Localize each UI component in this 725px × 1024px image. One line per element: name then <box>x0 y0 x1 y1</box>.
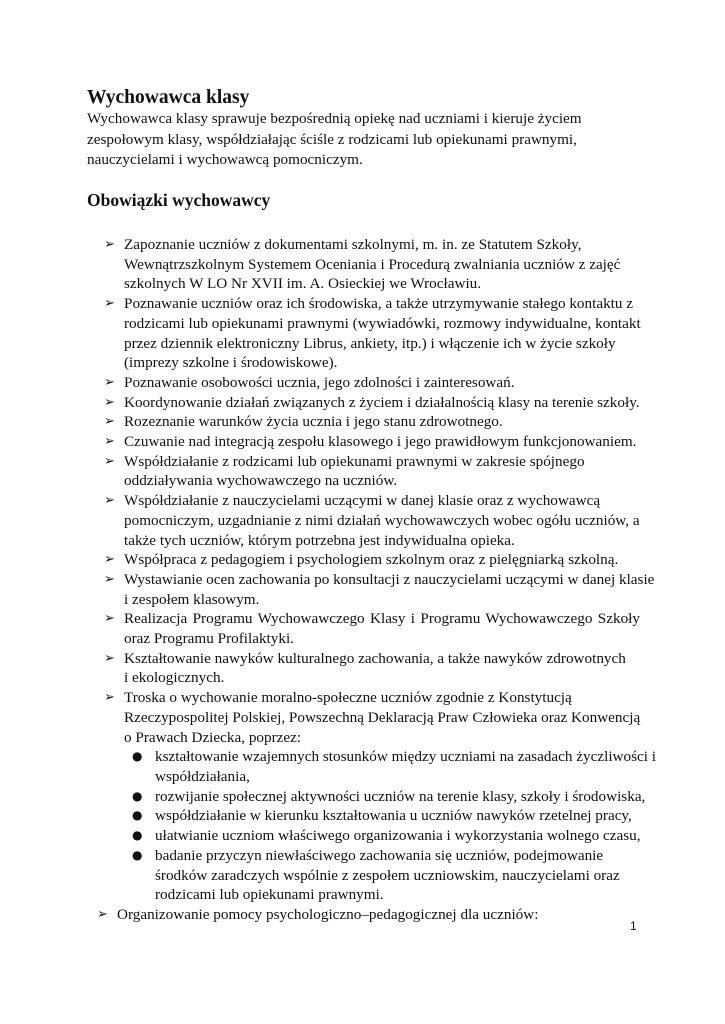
duty-item <box>0 609 725 648</box>
sub-item-line: badanie przyczyn niewłaściwego zachowania się uczniów, podejmowanie <box>155 846 604 864</box>
intro-line: zespołowym klasy, współdziałając ściśle z rodzicami lub opiekunami prawnymi, <box>87 130 577 148</box>
sub-item <box>0 787 725 807</box>
duty-line: Organizowanie pomocy psychologiczno–pedagogicznej dla uczniów: <box>117 905 539 923</box>
duty-line: Zapoznanie uczniów z dokumentami szkolnymi, m. in. ze Statutem Szkoły, <box>124 236 582 253</box>
duty-line: (imprezy szkolne i środowiskowe). <box>124 354 338 372</box>
duty-line: szkolnych W LO Nr XVII im. A. Osieckiej we Wrocławiu. <box>124 275 482 293</box>
duty-item <box>0 688 725 905</box>
duty-line: Realizacja Programu Wychowawczego Klasy i Programu Wychowawczego Szkoły <box>124 610 640 628</box>
duty-item <box>0 235 725 294</box>
duty-line: oraz Programu Profilaktyki. <box>124 630 294 648</box>
section-title: Obowiązki wychowawcy <box>87 190 271 210</box>
duty-item <box>0 373 725 393</box>
bullet-dot-icon: ● <box>132 788 143 803</box>
duty-line: i zespołem klasowym. <box>124 590 260 608</box>
duty-line: Wewnątrzszkolnym Systemem Oceniania i Procedurą zwalniania uczniów z zajęć <box>124 255 621 273</box>
sub-item-line: rodzicami lub opiekunami prawnymi. <box>155 886 384 904</box>
sub-item-line: ułatwianie uczniom właściwego organizowania i wykorzystania wolnego czasu, <box>155 827 641 845</box>
duty-line: przez dziennik elektroniczny Librus, ankiety, itp.) i włączenie ich w życie szkoły <box>124 334 616 352</box>
duty-line: i ekologicznych. <box>124 669 225 687</box>
sub-item-line: współdziałanie w kierunku kształtowania u uczniów nawyków rzetelnej pracy, <box>155 807 632 825</box>
duties-list <box>0 235 725 925</box>
duty-line: Rzeczypospolitej Polskiej, Powszechną Deklaracją Praw Człowieka oraz Konwencją <box>124 708 641 726</box>
sub-item <box>0 826 725 846</box>
arrow-bullet-icon: ➢ <box>104 296 115 312</box>
duty-line: pomocniczym, uzgadnianie z nimi działań wychowawczych wobec ogółu uczniów, a <box>124 511 640 529</box>
duty-line: Poznawanie uczniów oraz ich środowiska, a także utrzymywanie stałego kontaktu z <box>124 295 634 313</box>
sub-item <box>0 846 725 905</box>
duty-line: Troska o wychowanie moralno-społeczne uczniów zgodnie z Konstytucją <box>124 689 572 707</box>
arrow-bullet-icon: ➢ <box>97 906 108 922</box>
duty-line: Współdziałanie z rodzicami lub opiekunami prawnymi w zakresie spójnego <box>124 452 585 470</box>
page-number: 1 <box>630 919 637 933</box>
arrow-bullet-icon: ➢ <box>104 414 115 430</box>
bullet-dot-icon: ● <box>132 828 143 843</box>
duty-line: Poznawanie osobowości ucznia, jego zdolności i zainteresowań. <box>124 373 515 391</box>
duty-line: Współdziałanie z nauczycielami uczącymi w danej klasie oraz z wychowawcą <box>124 492 601 510</box>
arrow-bullet-icon: ➢ <box>104 374 115 390</box>
arrow-bullet-icon: ➢ <box>104 453 115 469</box>
duty-line: oddziaływania wychowawczego na uczniów. <box>124 472 398 490</box>
document-title: Wychowawca klasy <box>87 87 250 108</box>
bullet-dot-icon: ● <box>132 808 143 823</box>
intro-line: Wychowawca klasy sprawuje bezpośrednią opiekę nad uczniami i kieruje życiem <box>87 110 582 127</box>
sub-list <box>124 747 725 905</box>
arrow-bullet-icon: ➢ <box>104 571 115 587</box>
duty-line: Wystawianie ocen zachowania po konsultacji z nauczycielami uczącymi w danej klasie <box>124 570 655 588</box>
sub-item-line: współdziałania, <box>155 767 250 785</box>
duty-line: Czuwanie nad integracją zespołu klasowego i jego prawidłowym funkcjonowaniem. <box>124 433 637 451</box>
duty-line: także tych uczniów, którym potrzebna jest indywidualna opieka. <box>124 531 515 549</box>
sub-item-line: kształtowanie wzajemnych stosunków między uczniami na zasadach życzliwości i <box>155 748 657 766</box>
arrow-bullet-icon: ➢ <box>104 493 115 509</box>
duty-item <box>0 432 725 452</box>
intro-paragraph <box>87 109 627 171</box>
duty-item <box>0 491 725 550</box>
duty-item <box>0 905 725 925</box>
duty-item <box>0 393 725 413</box>
bullet-dot-icon: ● <box>132 749 143 764</box>
duty-item <box>0 550 725 570</box>
arrow-bullet-icon: ➢ <box>104 611 115 627</box>
arrow-bullet-icon: ➢ <box>104 394 115 410</box>
sub-item-line: rozwijanie społecznej aktywności uczniów na terenie klasy, szkoły i środowiska, <box>155 787 646 805</box>
bullet-dot-icon: ● <box>132 847 143 862</box>
duty-item <box>0 570 725 609</box>
arrow-bullet-icon: ➢ <box>104 552 115 568</box>
duty-line: Rozeznanie warunków życia ucznia i jego stanu zdrowotnego. <box>124 413 503 431</box>
duty-line: rodzicami lub opiekunami prawnymi (wywiadówki, rozmowy indywidualne, kontakt <box>124 314 641 332</box>
duty-item <box>0 649 725 688</box>
duty-line: o Prawach Dziecka, poprzez: <box>124 728 302 746</box>
intro-line: nauczycielami i wychowawcą pomocniczym. <box>87 151 363 168</box>
sub-item <box>0 806 725 826</box>
duty-item <box>0 412 725 432</box>
arrow-bullet-icon: ➢ <box>104 237 115 252</box>
arrow-bullet-icon: ➢ <box>104 650 115 666</box>
duty-item <box>0 452 725 491</box>
arrow-bullet-icon: ➢ <box>104 434 115 450</box>
duty-item <box>0 294 725 373</box>
sub-item-line: środków zaradczych wspólnie z zespołem uczniowskim, nauczycielami oraz <box>155 866 620 884</box>
sub-item <box>0 747 725 786</box>
arrow-bullet-icon: ➢ <box>104 690 115 706</box>
duty-line: Współpraca z pedagogiem i psychologiem szkolnym oraz z pielęgniarką szkolną. <box>124 551 619 569</box>
duty-line: Koordynowanie działań związanych z życiem i działalnością klasy na terenie szkoły. <box>124 393 640 411</box>
duty-line: Kształtowanie nawyków kulturalnego zachowania, a także nawyków zdrowotnych <box>124 649 626 667</box>
